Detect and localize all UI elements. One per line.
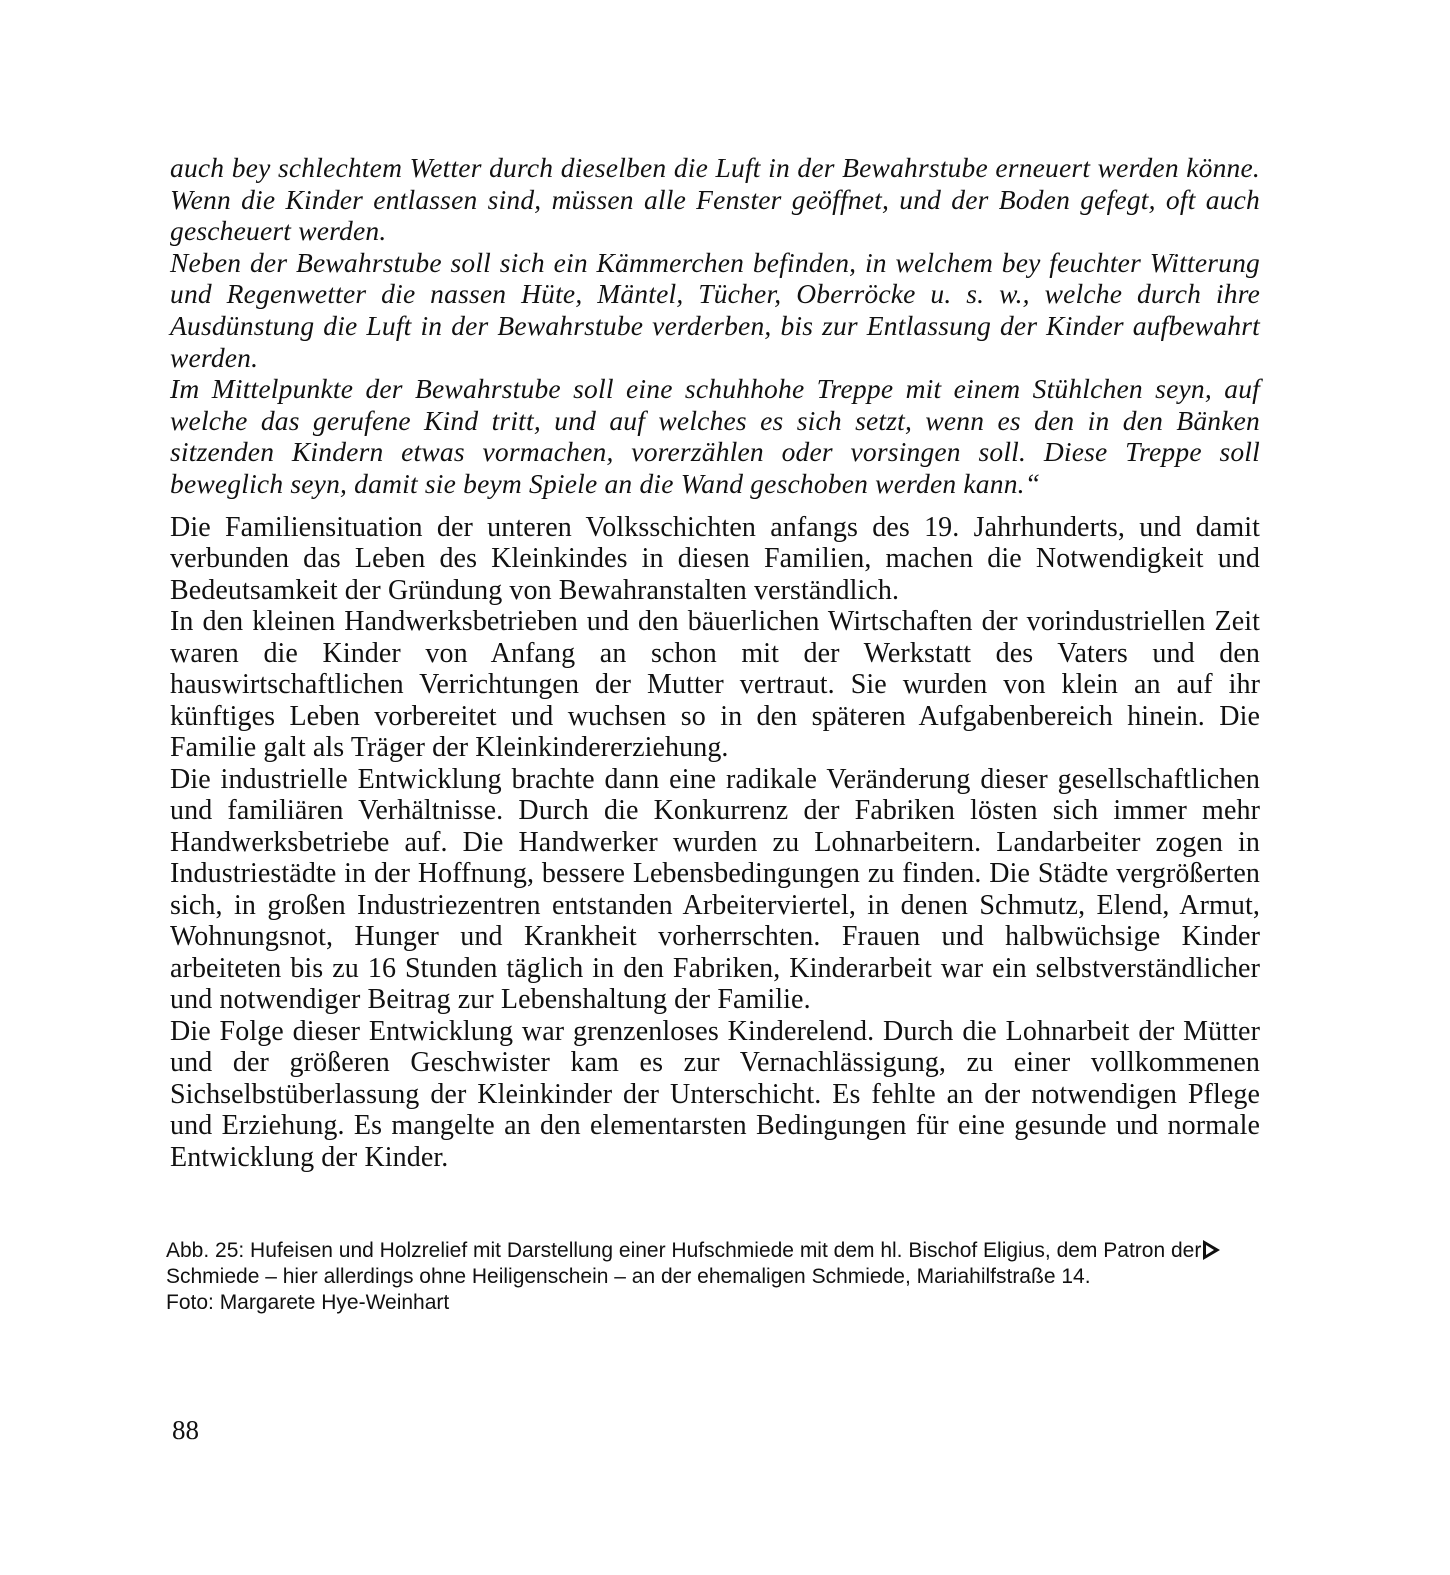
quote-paragraph-2: Neben der Bewahrstube soll sich ein Kämmerchen befinden, in welchem bey feuchter Witterung und Regenwetter die nassen Hüte, Mäntel, Tücher, Oberröcke u. s. w., welche durch ihre Ausdünstung die Luft in der Bewahrstube verderben, bis zur Entlassung der Kinder aufbewahrt werden. bbox=[170, 246, 1260, 373]
figure-caption bbox=[166, 1237, 1286, 1316]
body-paragraph-4: Die Folge dieser Entwicklung war grenzenloses Kinderelend. Durch die Lohnarbeit der Mütter und der größeren Geschwister kam es zur Vernachlässigung, zu einer vollkommenen Sichselbstüberlassung der Kleinkinder der Unterschicht. Es fehlte an der notwendigen Pflege und Erziehung. Es mangelte an den elementarsten Bedingungen für eine gesunde und normale Entwicklung der Kinder. bbox=[170, 1015, 1260, 1173]
quote-paragraph-3: Im Mittelpunkte der Bewahrstube soll eine schuhhohe Treppe mit einem Stühlchen seyn, auf welche das gerufene Kind tritt, und auf welches es sich setzt, wenn es den in den Bänken sitzenden Kindern etwas vormachen, vorerzählen oder vorsingen soll. Diese Treppe soll beweglich seyn, damit sie beym Spiele an die Wand geschoben werden kann.“ bbox=[170, 373, 1260, 499]
page-content bbox=[170, 152, 1260, 1173]
page-number: 88 bbox=[172, 1415, 199, 1445]
caption-line-2: Schmiede – hier allerdings ohne Heiligenschein – an der ehemaligen Schmiede, Mariahilfstraße 14. bbox=[166, 1265, 1091, 1288]
body-paragraph-1: Die Familiensituation der unteren Volksschichten anfangs des 19. Jahrhunderts, und damit verbunden das Leben des Kleinkindes in diesen Familien, machen die Notwendigkeit und Bedeutsamkeit der Gründung von Bewahranstalten verständlich. bbox=[170, 511, 1260, 606]
quoted-text-block bbox=[170, 152, 1260, 500]
caption-text-1: Abb. 25: Hufeisen und Holzrelief mit Darstellung einer Hufschmiede mit dem hl. Bischof Eligius, dem Patron der bbox=[166, 1239, 1202, 1262]
caption-credit: Foto: Margarete Hye-Weinhart bbox=[166, 1291, 450, 1314]
caption-line-1 bbox=[166, 1237, 1286, 1264]
arrow-right-icon bbox=[1203, 1240, 1220, 1260]
body-paragraph-3: Die industrielle Entwicklung brachte dann eine radikale Veränderung dieser gesellschaftlichen und familiären Verhältnisse. Durch die Konkurrenz der Fabriken lösten sich immer mehr Handwerksbetriebe auf. Die Handwerker wurden zu Lohnarbeitern. Landarbeiter zogen in Industriestädte in der Hoffnung, bessere Lebensbedingungen zu finden. Die Städte vergrößerten sich, in großen Industriezentren entstanden Arbeiterviertel, in denen Schmutz, Elend, Armut, Wohnungsnot, Hunger und Krankheit vorherrschten. Frauen und halbwüchsige Kinder arbeiteten bis zu 16 Stunden täglich in den Fabriken, Kinderarbeit war ein selbstverständlicher und notwendiger Beitrag zur Lebenshaltung der Familie. bbox=[170, 763, 1260, 1016]
quote-paragraph-1: auch bey schlechtem Wetter durch dieselben die Luft in der Bewahrstube erneuert werden könne. Wenn die Kinder entlassen sind, müssen alle Fenster geöffnet, und der Boden gefegt, oft auch gescheuert werden. bbox=[170, 152, 1260, 247]
body-text-block bbox=[170, 512, 1260, 1174]
body-paragraph-2: In den kleinen Handwerksbetrieben und den bäuerlichen Wirtschaften der vorindustriellen Zeit waren die Kinder von Anfang an schon mit der Werkstatt des Vaters und den hauswirtschaftlichen Verrichtungen der Mutter vertraut. Sie wurden von klein an auf ihr künftiges Leben vorbereitet und wuchsen so in den späteren Aufgabenbereich hinein. Die Familie galt als Träger der Kleinkindererziehung. bbox=[170, 606, 1260, 764]
